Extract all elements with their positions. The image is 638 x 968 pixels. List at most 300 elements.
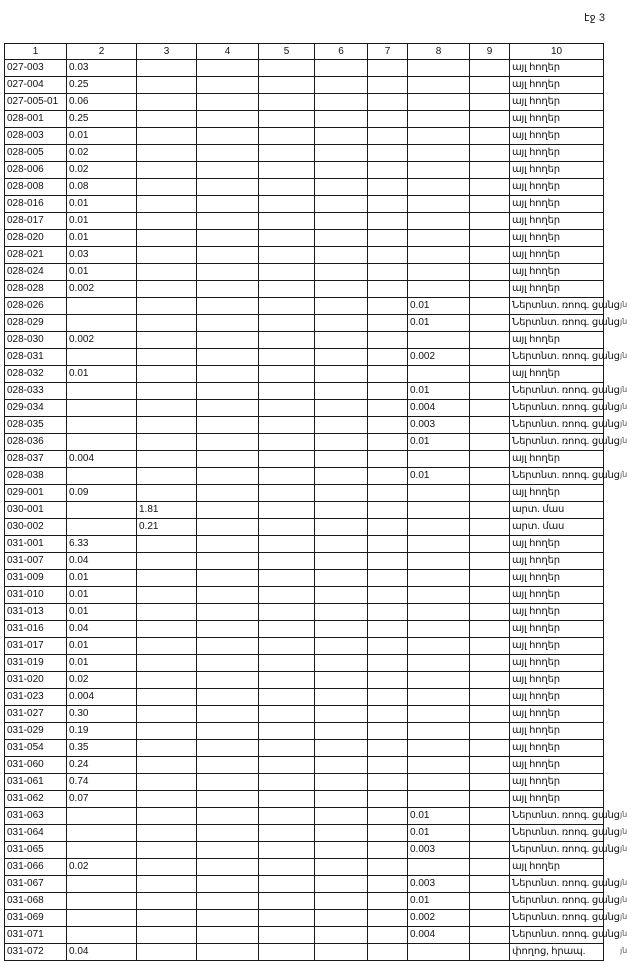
cell-col-8 [408,196,470,213]
cell-col-1: 028-003 [5,128,67,145]
empty-cell [315,145,368,162]
cell-col-3 [137,791,197,808]
empty-cell [259,247,315,264]
empty-cell [259,927,315,944]
cell-col-2: 0.09 [67,485,137,502]
cell-col-8 [408,621,470,638]
cell-col-1: 028-036 [5,434,67,451]
margin-marks [620,0,638,968]
margin-mark: յն [620,810,628,819]
empty-cell [470,740,510,757]
cell-col-2: 0.01 [67,570,137,587]
cell-col-2: 0.74 [67,774,137,791]
empty-cell [315,315,368,332]
cell-col-8 [408,655,470,672]
cell-col-8 [408,638,470,655]
cell-col-8 [408,706,470,723]
cell-col-8 [408,757,470,774]
empty-cell [259,944,315,961]
empty-cell [315,876,368,893]
table-row [5,417,604,434]
empty-cell [259,587,315,604]
cell-col-8 [408,111,470,128]
cell-col-8 [408,77,470,94]
cell-col-8 [408,213,470,230]
table-row [5,723,604,740]
table-row [5,604,604,621]
cell-col-3 [137,621,197,638]
empty-cell [315,774,368,791]
empty-cell [197,757,259,774]
column-header: 3 [137,44,197,60]
empty-cell [368,774,408,791]
cell-col-2: 0.25 [67,77,137,94]
empty-cell [368,128,408,145]
cell-col-1: 028-032 [5,366,67,383]
cell-col-2: 0.06 [67,94,137,111]
empty-cell [315,808,368,825]
cell-col-3 [137,944,197,961]
cell-col-1: 031-069 [5,910,67,927]
margin-mark: յն [620,827,628,836]
cell-col-10: այլ հողեր [510,536,604,553]
cell-col-3 [137,825,197,842]
cell-col-2 [67,910,137,927]
cell-col-1: 028-001 [5,111,67,128]
cell-col-3 [137,60,197,77]
table-row [5,111,604,128]
empty-cell [368,247,408,264]
empty-cell [197,247,259,264]
table-row [5,893,604,910]
cell-col-8 [408,774,470,791]
cell-col-8 [408,230,470,247]
cell-col-2 [67,825,137,842]
cell-col-10: այլ հողեր [510,570,604,587]
empty-cell [315,332,368,349]
cell-col-8 [408,689,470,706]
empty-cell [368,910,408,927]
table-row [5,60,604,77]
cell-col-8 [408,485,470,502]
column-header: 10 [510,44,604,60]
cell-col-1: 028-021 [5,247,67,264]
empty-cell [470,349,510,366]
header-row [5,44,604,60]
empty-cell [315,128,368,145]
empty-cell [197,111,259,128]
empty-cell [315,111,368,128]
cell-col-8: 0.01 [408,298,470,315]
cell-col-2: 0.03 [67,247,137,264]
cell-col-3 [137,128,197,145]
cell-col-8: 0.01 [408,808,470,825]
empty-cell [259,604,315,621]
empty-cell [197,196,259,213]
empty-cell [259,519,315,536]
cell-col-2: 0.02 [67,672,137,689]
cell-col-8: 0.01 [408,434,470,451]
empty-cell [315,689,368,706]
cell-col-10: այլ հողեր [510,672,604,689]
table-row [5,791,604,808]
empty-cell [368,927,408,944]
empty-cell [368,298,408,315]
empty-cell [315,893,368,910]
cell-col-2: 0.004 [67,689,137,706]
empty-cell [470,842,510,859]
empty-cell [197,264,259,281]
cell-col-3 [137,706,197,723]
column-header: 6 [315,44,368,60]
empty-cell [259,434,315,451]
cell-col-3 [137,434,197,451]
cell-col-10: այլ հողեր [510,77,604,94]
empty-cell [470,230,510,247]
cell-col-8 [408,366,470,383]
margin-mark: յն [620,300,628,309]
cell-col-10: այլ հողեր [510,621,604,638]
table-row [5,672,604,689]
empty-cell [470,128,510,145]
table-row [5,281,604,298]
empty-cell [197,553,259,570]
table-row [5,757,604,774]
empty-cell [470,468,510,485]
empty-cell [315,553,368,570]
margin-mark: յն [620,912,628,921]
cell-col-2: 0.24 [67,757,137,774]
cell-col-10: այլ հողեր [510,94,604,111]
cell-col-8 [408,859,470,876]
cell-col-1: 031-017 [5,638,67,655]
empty-cell [368,587,408,604]
empty-cell [259,383,315,400]
cell-col-3 [137,638,197,655]
cell-col-2: 0.01 [67,638,137,655]
empty-cell [368,485,408,502]
empty-cell [470,672,510,689]
cell-col-2: 0.08 [67,179,137,196]
empty-cell [470,910,510,927]
cell-col-8 [408,604,470,621]
empty-cell [197,536,259,553]
empty-cell [259,366,315,383]
cell-col-10: Ներտնտ. ռոոգ. ցանց [510,876,604,893]
empty-cell [315,400,368,417]
cell-col-1: 027-005-01 [5,94,67,111]
empty-cell [368,281,408,298]
empty-cell [470,213,510,230]
cell-col-2 [67,298,137,315]
empty-cell [368,944,408,961]
empty-cell [197,587,259,604]
cell-col-1: 027-003 [5,60,67,77]
empty-cell [470,757,510,774]
table-row [5,468,604,485]
cell-col-10: այլ հողեր [510,162,604,179]
cell-col-3 [137,485,197,502]
empty-cell [197,944,259,961]
cell-col-3 [137,536,197,553]
cell-col-8 [408,145,470,162]
cell-col-8 [408,264,470,281]
cell-col-3 [137,910,197,927]
empty-cell [259,689,315,706]
empty-cell [470,298,510,315]
empty-cell [368,706,408,723]
cell-col-1: 028-026 [5,298,67,315]
cell-col-3 [137,553,197,570]
cell-col-8 [408,247,470,264]
empty-cell [197,366,259,383]
empty-cell [470,723,510,740]
table-row [5,77,604,94]
cell-col-1: 031-065 [5,842,67,859]
empty-cell [259,621,315,638]
cell-col-3 [137,400,197,417]
cell-col-2 [67,434,137,451]
empty-cell [197,332,259,349]
cell-col-1: 031-027 [5,706,67,723]
empty-cell [470,196,510,213]
cell-col-2 [67,315,137,332]
cell-col-10: այլ հողեր [510,451,604,468]
cell-col-8 [408,128,470,145]
cell-col-2: 0.25 [67,111,137,128]
empty-cell [197,910,259,927]
empty-cell [368,621,408,638]
empty-cell [259,757,315,774]
empty-cell [470,315,510,332]
empty-cell [197,723,259,740]
cell-col-10: այլ հողեր [510,791,604,808]
empty-cell [197,859,259,876]
cell-col-2: 0.02 [67,162,137,179]
empty-cell [315,842,368,859]
empty-cell [197,893,259,910]
column-header: 4 [197,44,259,60]
cell-col-2: 0.002 [67,332,137,349]
cell-col-1: 028-038 [5,468,67,485]
table-row [5,774,604,791]
cell-col-3 [137,332,197,349]
empty-cell [470,570,510,587]
empty-cell [368,213,408,230]
empty-cell [315,604,368,621]
empty-cell [315,298,368,315]
cell-col-8 [408,723,470,740]
cell-col-8 [408,94,470,111]
table-row [5,162,604,179]
cell-col-1: 029-001 [5,485,67,502]
cell-col-1: 028-020 [5,230,67,247]
cell-col-10: այլ հողեր [510,230,604,247]
empty-cell [470,706,510,723]
cell-col-10: Ներտնտ. ռոոգ. ցանց [510,893,604,910]
cell-col-1: 028-006 [5,162,67,179]
table-row [5,825,604,842]
empty-cell [197,774,259,791]
empty-cell [315,740,368,757]
empty-cell [470,927,510,944]
empty-cell [470,179,510,196]
empty-cell [368,366,408,383]
cell-col-10: Ներտնտ. ռոոգ. ցանց [510,400,604,417]
empty-cell [315,230,368,247]
cell-col-8 [408,944,470,961]
cell-col-3 [137,145,197,162]
empty-cell [470,502,510,519]
empty-cell [197,468,259,485]
empty-cell [470,162,510,179]
empty-cell [259,536,315,553]
cell-col-10: Ներտնտ. ռոոգ. ցանց [510,383,604,400]
cell-col-3 [137,893,197,910]
empty-cell [470,604,510,621]
empty-cell [259,485,315,502]
empty-cell [368,264,408,281]
table-row [5,740,604,757]
table-row [5,944,604,961]
empty-cell [470,77,510,94]
cell-col-10: այլ հողեր [510,723,604,740]
cell-col-1: 031-054 [5,740,67,757]
cell-col-1: 031-016 [5,621,67,638]
cell-col-8 [408,162,470,179]
empty-cell [368,417,408,434]
empty-cell [259,196,315,213]
empty-cell [368,859,408,876]
cell-col-10: այլ հողեր [510,366,604,383]
cell-col-10: Ներտնտ. ռոոգ. ցանց [510,910,604,927]
cell-col-3 [137,230,197,247]
cell-col-1: 031-009 [5,570,67,587]
cell-col-3 [137,383,197,400]
cell-col-1: 028-029 [5,315,67,332]
cell-col-10: փողոց, հրապ. [510,944,604,961]
cell-col-3 [137,162,197,179]
cell-col-3 [137,927,197,944]
cell-col-8: 0.003 [408,417,470,434]
table-row [5,927,604,944]
cell-col-2: 0.01 [67,128,137,145]
empty-cell [259,417,315,434]
table-row [5,553,604,570]
cell-col-10: այլ հողեր [510,111,604,128]
empty-cell [368,689,408,706]
empty-cell [197,434,259,451]
cell-col-1: 028-008 [5,179,67,196]
cell-col-1: 028-024 [5,264,67,281]
margin-mark: յն [620,929,628,938]
cell-col-10: այլ հողեր [510,774,604,791]
cell-col-2 [67,927,137,944]
cell-col-1: 031-068 [5,893,67,910]
cell-col-2: 0.19 [67,723,137,740]
column-header: 5 [259,44,315,60]
cell-col-10: այլ հողեր [510,332,604,349]
empty-cell [470,808,510,825]
empty-cell [197,604,259,621]
empty-cell [368,519,408,536]
cell-col-3 [137,740,197,757]
margin-mark: յն [620,317,628,326]
empty-cell [259,825,315,842]
cell-col-8 [408,60,470,77]
empty-cell [259,111,315,128]
cell-col-10: Ներտնտ. ռոոգ. ցանց [510,349,604,366]
column-header: 7 [368,44,408,60]
column-header: 1 [5,44,67,60]
table-body [5,60,620,961]
empty-cell [470,638,510,655]
table-row [5,876,604,893]
cell-col-2: 0.04 [67,944,137,961]
cell-col-8 [408,672,470,689]
cell-col-2: 0.004 [67,451,137,468]
empty-cell [368,638,408,655]
table-row [5,859,604,876]
cell-col-8: 0.003 [408,842,470,859]
empty-cell [197,281,259,298]
cell-col-1: 028-037 [5,451,67,468]
cell-col-2 [67,842,137,859]
empty-cell [197,162,259,179]
empty-cell [197,315,259,332]
table-row [5,230,604,247]
empty-cell [368,230,408,247]
margin-mark: յն [620,895,628,904]
cell-col-1: 028-005 [5,145,67,162]
table-row [5,400,604,417]
margin-mark: յն [620,402,628,411]
empty-cell [259,570,315,587]
cell-col-8: 0.004 [408,927,470,944]
empty-cell [315,944,368,961]
cell-col-2: 0.02 [67,859,137,876]
cell-col-3 [137,213,197,230]
cell-col-1: 031-007 [5,553,67,570]
empty-cell [368,604,408,621]
empty-cell [259,230,315,247]
cell-col-2: 0.01 [67,366,137,383]
cell-col-10: այլ հողեր [510,179,604,196]
table-row [5,196,604,213]
cell-col-10: այլ հողեր [510,247,604,264]
empty-cell [197,621,259,638]
cell-col-8: 0.01 [408,825,470,842]
empty-cell [470,281,510,298]
empty-cell [315,621,368,638]
empty-cell [197,298,259,315]
cell-col-3 [137,842,197,859]
cell-col-8 [408,536,470,553]
empty-cell [470,417,510,434]
empty-cell [197,706,259,723]
empty-cell [259,128,315,145]
table-row [5,434,604,451]
empty-cell [368,60,408,77]
cell-col-3 [137,604,197,621]
cell-col-1: 031-023 [5,689,67,706]
margin-mark: յն [620,351,628,360]
cell-col-2 [67,417,137,434]
cell-col-8: 0.01 [408,315,470,332]
margin-mark: յն [620,419,628,428]
empty-cell [470,791,510,808]
cell-col-10: այլ հողեր [510,213,604,230]
